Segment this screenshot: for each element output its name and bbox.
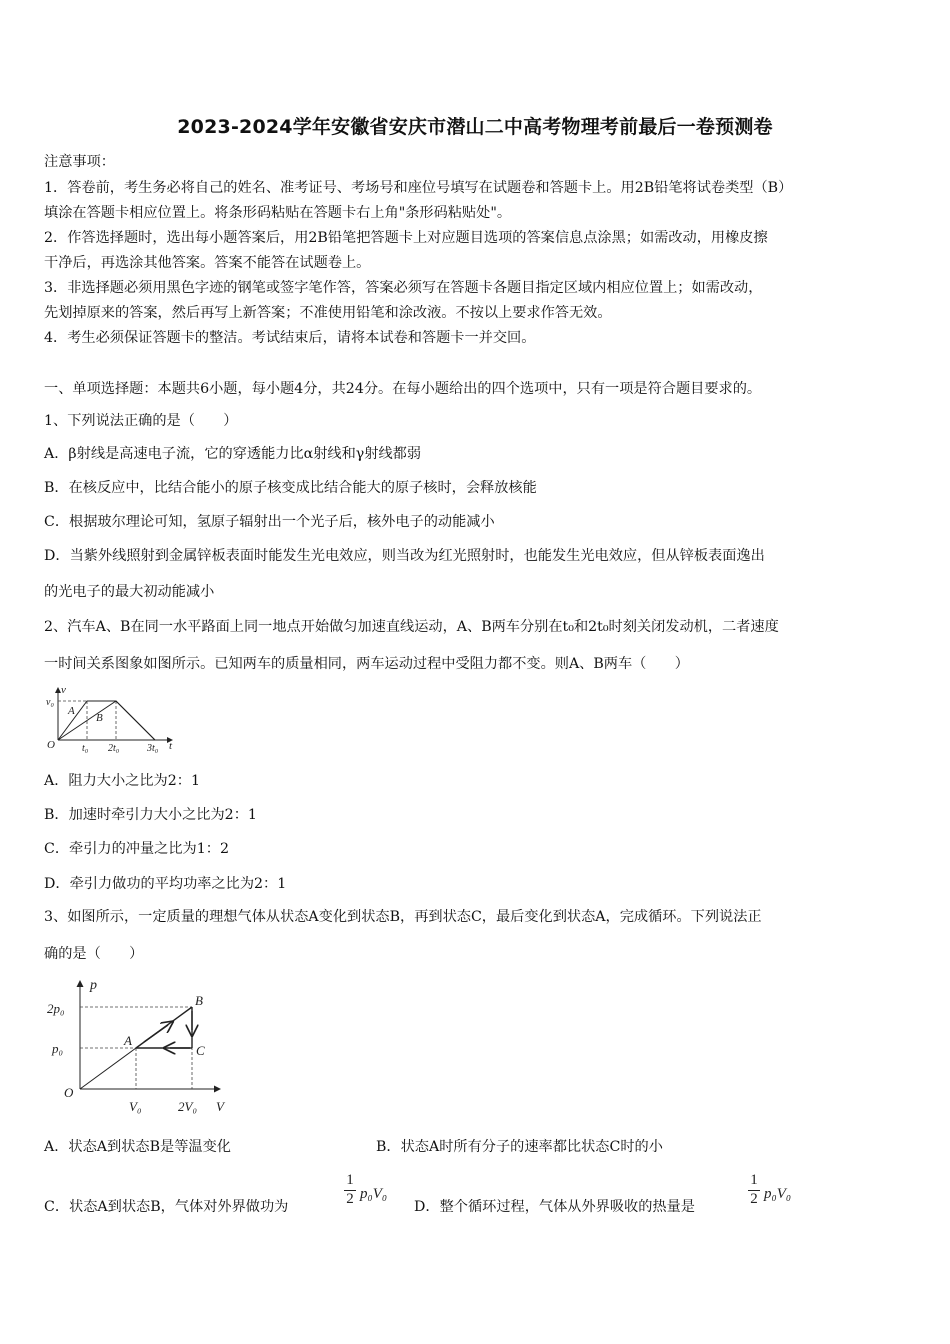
q3-option-c: C．状态A到状态B，气体对外界做功为 [44,1199,289,1215]
q3-option-d-frac-num: 1 [750,1172,758,1188]
q3-p0-label: p₀ [52,1041,64,1056]
q3-arrow-ab [144,1025,168,1042]
q1-option-a: A．β射线是高速电子流，它的穿透能力比α射线和γ射线都弱 [44,446,422,462]
q1-stem: 1、下列说法正确的是（ ） [44,413,238,429]
q1-option-b: B．在核反应中，比结合能小的原子核变成比结合能大的原子核时，会释放核能 [44,480,537,496]
q3-pv-graph [44,975,244,1123]
notice-line-6: 先划掉原来的答案，然后再写上新答案；不准使用铅笔和涂改液。不按以上要求作答无效。 [44,305,612,321]
q1-option-d-cont: 的光电子的最大初动能减小 [44,584,215,600]
q3-option-c-frac-den: 2 [344,1190,356,1208]
q2-stem: 2、汽车A、B在同一水平路面上同一地点开始做匀加速直线运动，A、B两车分别在t₀和2t₀时刻关闭发动机，二者速度 [44,619,779,635]
q2-label-a: A [68,705,75,717]
notice-line-1: 1．答卷前，考生务必将自己的姓名、准考证号、考场号和座位号填写在试题卷和答题卡上。用2B铅笔将试卷类型（B） [44,180,793,196]
q3-option-d: D．整个循环过程，气体从外界吸收的热量是 [414,1199,695,1215]
q3-option-d-frac-den: 2 [748,1190,760,1208]
q2-v-label: v [61,684,66,696]
q3-origin-line [80,1048,136,1089]
q2-t-label: t [169,740,173,752]
q2-origin-label: O [47,739,55,751]
q3-option-d-fraction [748,1172,760,1208]
q3-option-d-pv: p₀V₀ [764,1186,792,1202]
q2-t0-label: t₀ [82,743,89,754]
page-title: 2023-2024学年安徽省安庆市潜山二中高考物理考前最后一卷预测卷 [177,116,773,138]
q3-label-c: C [196,1043,205,1058]
q3-v0-label: V₀ [129,1099,142,1114]
q1-option-c: C．根据玻尔理论可知，氢原子辐射出一个光子后，核外电子的动能减小 [44,514,495,530]
notice-heading: 注意事项： [44,154,115,170]
notice-line-5: 3．非选择题必须用黑色字迹的钢笔或签字笔作答，答案必须写在答题卡各题目指定区域内相应位置上；如需改动， [44,280,763,296]
q3-origin-label: O [64,1085,74,1100]
q1-option-d: D．当紫外线照射到金属锌板表面时能发生光电效应，则当改为红光照射时，也能发生光电效应，但从锌板表面逸出 [44,548,765,564]
q3-option-a: A．状态A到状态B是等温变化 [44,1139,231,1155]
q3-stem-cont: 确的是（ ） [44,946,144,962]
q3-p-label: p [90,978,97,993]
q3-option-b: B．状态A时所有分子的速率都比状态C时的小 [376,1139,663,1155]
q2-v0-label: v₀ [46,697,54,708]
q3-option-c-pv: p₀V₀ [360,1186,388,1202]
q2-option-d: D．牵引力做功的平均功率之比为2：1 [44,876,287,892]
q2-option-c: C．牵引力的冲量之比为1：2 [44,841,229,857]
q3-2v0-label: 2V₀ [178,1099,197,1114]
q2-3t0-label: 3t₀ [147,743,159,754]
q2-option-a: A．阻力大小之比为2：1 [44,773,200,789]
q3-v-label: V [216,1099,224,1114]
q2-option-b: B．加速时牵引力大小之比为2：1 [44,807,257,823]
q3-option-c-fraction [344,1172,356,1208]
q2-label-b: B [96,712,103,724]
q3-2p0-label: 2p₀ [47,1001,65,1016]
notice-line-2: 填涂在答题卡相应位置上。将条形码粘贴在答题卡右上角"条形码粘贴处"。 [44,205,512,221]
q3-option-c-frac-num: 1 [346,1172,354,1188]
q2-vt-graph [44,684,184,756]
notice-line-3: 2．作答选择题时，选出每小题答案后，用2B铅笔把答题卡上对应题目选项的答案信息点涂黑；如需改动，用橡皮擦 [44,230,768,246]
q3-stem: 3、如图所示，一定质量的理想气体从状态A变化到状态B，再到状态C，最后变化到状态A，完成循环。下列说法正 [44,909,762,925]
q2-stem-cont: 一时间关系图象如图所示。已知两车的质量相同，两车运动过程中受阻力都不变。则A、B两车（ ） [44,656,689,672]
notice-line-7: 4．考生必须保证答题卡的整洁。考试结束后，请将本试卷和答题卡一并交回。 [44,330,536,346]
q3-label-b: B [195,993,203,1008]
notice-line-4: 干净后，再选涂其他答案。答案不能答在试题卷上。 [44,255,371,271]
section-heading: 一、单项选择题：本题共6小题，每小题4分，共24分。在每小题给出的四个选项中，只有一项是符合题目要求的。 [44,381,762,397]
q2-2t0-label: 2t₀ [108,743,120,754]
q3-label-a: A [124,1033,132,1048]
